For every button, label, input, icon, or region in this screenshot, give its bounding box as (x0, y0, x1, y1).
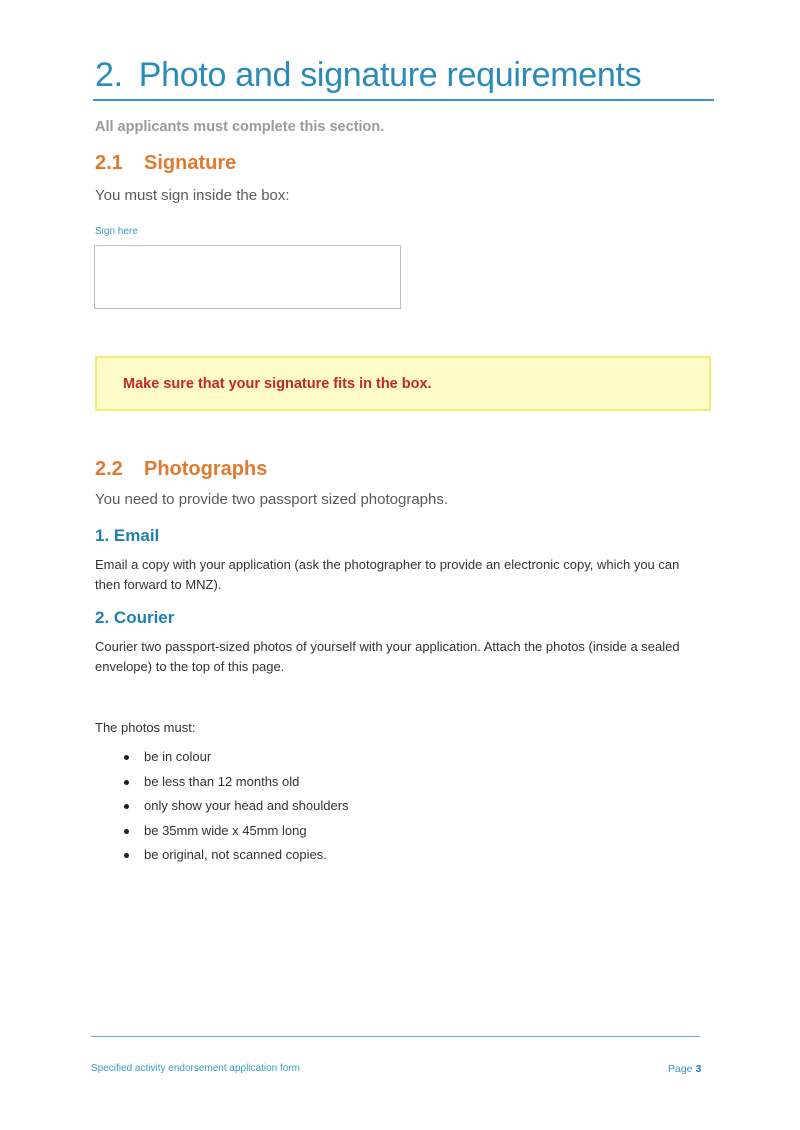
email-option-text: Email a copy with your application (ask the photographer to provide an electronic copy, which you can then forward to MNZ). (95, 557, 680, 592)
requirements-list (121, 745, 349, 868)
list-item: be 35mm wide x 45mm long (121, 819, 349, 844)
section-number: 2. (95, 56, 123, 94)
signature-number: 2.1 (95, 152, 123, 174)
email-option-title: Email (113, 526, 160, 545)
list-item: be in colour (121, 745, 349, 770)
photographs-heading (95, 458, 267, 481)
warning-text: Make sure that your signature fits in the box. (123, 376, 432, 392)
list-item: be original, not scanned copies. (121, 843, 349, 868)
photographs-title: Photographs (144, 458, 268, 480)
bullet-icon (124, 829, 129, 834)
footer-divider (91, 1036, 700, 1037)
courier-option-text: Courier two passport-sized photos of yourself with your application. Attach the photos (inside a sealed envelope) to the top of this page. (95, 639, 680, 674)
heading-divider (93, 99, 714, 101)
section-intro: All applicants must complete this section. (95, 119, 385, 135)
page-number: 3 (695, 1063, 702, 1075)
list-item: be less than 12 months old (121, 770, 349, 795)
footer-page (668, 1063, 701, 1075)
courier-option-number: 2. (95, 608, 110, 627)
bullet-icon (124, 804, 129, 809)
signature-box[interactable] (94, 245, 401, 309)
email-option-number: 1. (95, 526, 110, 545)
section-title: Photo and signature requirements (138, 56, 642, 94)
photographs-lead: You need to provide two passport sized photographs. (95, 491, 449, 508)
email-option-heading (95, 526, 159, 546)
warning-callout (95, 356, 711, 411)
sign-here-label: Sign here (95, 226, 138, 237)
signature-title: Signature (144, 152, 237, 174)
section-heading (95, 56, 641, 95)
courier-option-title: Courier (113, 608, 175, 627)
bullet-icon (124, 755, 129, 760)
courier-option-heading (95, 608, 174, 628)
requirements-intro: The photos must: (95, 720, 196, 735)
bullet-icon (124, 853, 129, 858)
signature-lead: You must sign inside the box: (95, 187, 290, 204)
list-item: only show your head and shoulders (121, 794, 349, 819)
bullet-icon (124, 780, 129, 785)
signature-heading (95, 152, 236, 175)
photographs-number: 2.2 (95, 458, 123, 480)
page-label: Page (668, 1063, 693, 1075)
footer-form-title: Specified activity endorsement application form (91, 1063, 300, 1074)
